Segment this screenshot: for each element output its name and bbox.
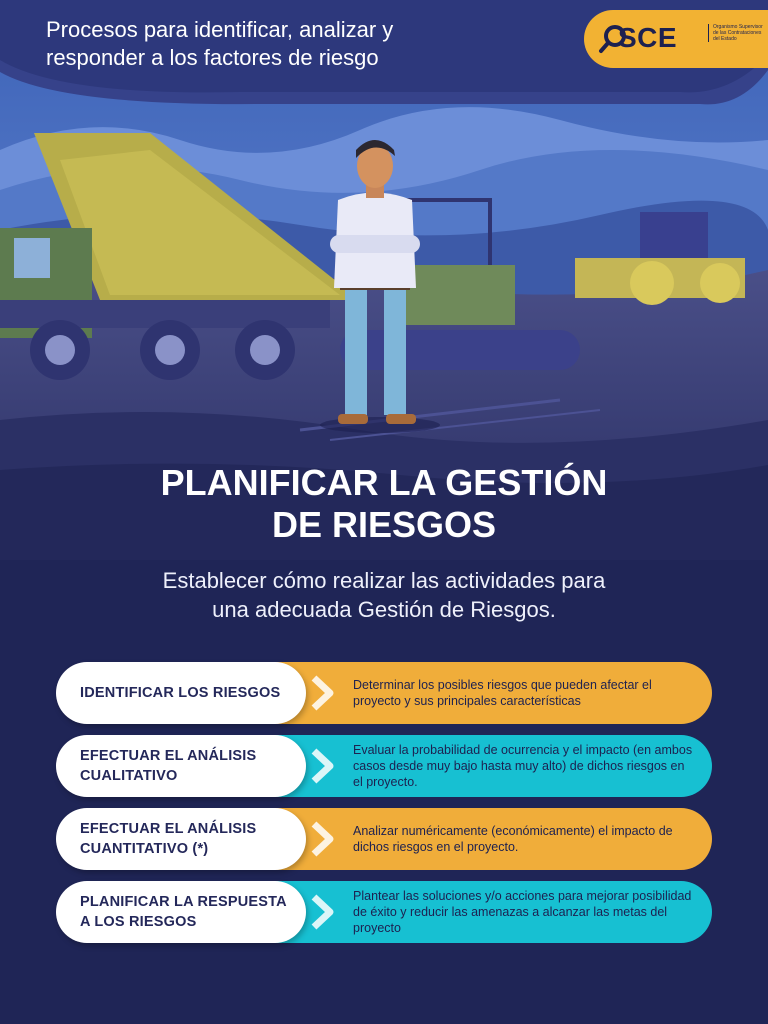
step-label: PLANIFICAR LA RESPUESTA A LOS RIESGOS — [80, 894, 287, 930]
step-description: Evaluar la probabilidad de ocurrencia y el impacto (en ambos casos desde muy bajo hasta muy alto) de dichos riesgos en el proyecto. — [353, 743, 693, 789]
logo-text: SCE — [618, 22, 678, 53]
step-description: Plantear las soluciones y/o acciones para mejorar posibilidad de éxito y reducir las amenazas a alcanzar las metas del proyecto — [353, 889, 692, 935]
osce-logo — [584, 10, 768, 68]
logo-subtitle: Organismo Supervisor de las Contrataciones del Estado — [708, 24, 768, 42]
steps-list — [56, 662, 712, 954]
step-label: EFECTUAR EL ANÁLISIS CUALITATIVO — [80, 748, 257, 784]
subtitle-line: una adecuada Gestión de Riesgos. — [212, 597, 556, 622]
header-line: responder a los factores de riesgo — [46, 45, 379, 70]
chevron-right-icon — [308, 821, 338, 857]
step-label: IDENTIFICAR LOS RIESGOS — [80, 685, 281, 701]
title-line: DE RIESGOS — [271, 504, 497, 545]
step-row — [56, 881, 712, 943]
subtitle-line: Establecer cómo realizar las actividades para — [162, 568, 606, 593]
title-line: PLANIFICAR LA GESTIÓN — [160, 462, 608, 503]
header-line: Procesos para identificar, analizar y — [46, 17, 394, 42]
chevron-right-icon — [308, 894, 338, 930]
step-label-pill — [56, 808, 306, 870]
step-label-pill — [56, 881, 306, 943]
chevron-right-icon — [308, 675, 338, 711]
step-row — [56, 808, 712, 870]
step-description: Analizar numéricamente (económicamente) el impacto de dichos riesgos en el proyecto. — [353, 824, 673, 854]
step-row — [56, 662, 712, 724]
page-title — [0, 462, 768, 546]
chevron-right-icon — [308, 748, 338, 784]
step-description: Determinar los posibles riesgos que pueden afectar el proyecto y sus principales características — [353, 678, 652, 708]
step-label: EFECTUAR EL ANÁLISIS CUANTITATIVO (*) — [80, 821, 257, 857]
header-caption — [46, 16, 566, 72]
step-label-pill — [56, 662, 306, 724]
page-subtitle — [0, 566, 768, 624]
step-label-pill — [56, 735, 306, 797]
step-row — [56, 735, 712, 797]
